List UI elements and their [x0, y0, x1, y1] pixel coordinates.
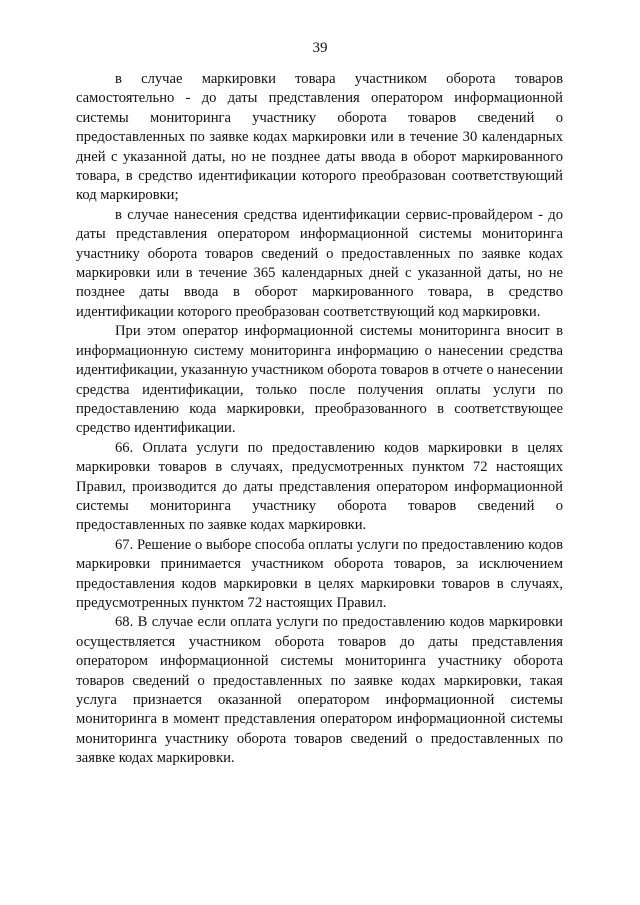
page-number: 39: [312, 40, 328, 56]
document-body: [76, 70, 563, 769]
paragraph-clause-68: 68. В случае если оплата услуги по предоставлению кодов маркировки осуществляется участником оборота товаров до даты представления оператором информационной системы мониторинга участнику оборота товаров сведений о предоставленных по заявке кодах маркировки, такая услуга признается оказанной оператором информационной системы мониторинга в момент представления оператором информационной системы мониторинга участнику оборота товаров сведений о предоставленных по заявке кодах маркировки.: [76, 614, 563, 767]
paragraph-clause-66: 66. Оплата услуги по предоставлению кодов маркировки в целях маркировки товаров в случаях, предусмотренных пунктом 72 настоящих Правил, производится до даты представления оператором информационной системы мониторинга участнику оборота товаров сведений о предоставленных по заявке кодах маркировки.: [76, 439, 563, 534]
paragraph-operator-entry: При этом оператор информационной системы мониторинга вносит в информационную систему мониторинга информацию о нанесении средства идентификации, указанную участником оборота товаров в отчете о нанесении средства идентификации, только после получения оплаты услуги по предоставлению кода маркировки, преобразованного в соответствующее средство идентификации.: [76, 323, 563, 437]
paragraph-service-provider-deadline: в случае нанесения средства идентификации сервис-провайдером - до даты представления оператором информационной системы мониторинга участнику оборота товаров сведений о предоставленных по заявке кодах маркировки или в течение 365 календарных дней с указанной даты, но не позднее даты ввода в оборот маркированного товара, в средство идентификации которого преобразован соответствующий код маркировки.: [76, 206, 563, 320]
paragraph-self-marking-deadline: в случае маркировки товара участником оборота товаров самостоятельно - до даты представления оператором информационной системы мониторинга участнику оборота товаров сведений о предоставленных по заявке кодах маркировки или в течение 30 календарных дней с указанной даты, но не позднее даты ввода в оборот маркированного товара, в средство идентификации которого преобразован соответствующий код маркировки;: [76, 71, 563, 204]
paragraph-clause-67: 67. Решение о выборе способа оплаты услуги по предоставлению кодов маркировки принимается участником оборота товаров, за исключением предоставления кодов маркировки в целях маркировки товаров в случаях, предусмотренных пунктом 72 настоящих Правил.: [76, 536, 563, 611]
